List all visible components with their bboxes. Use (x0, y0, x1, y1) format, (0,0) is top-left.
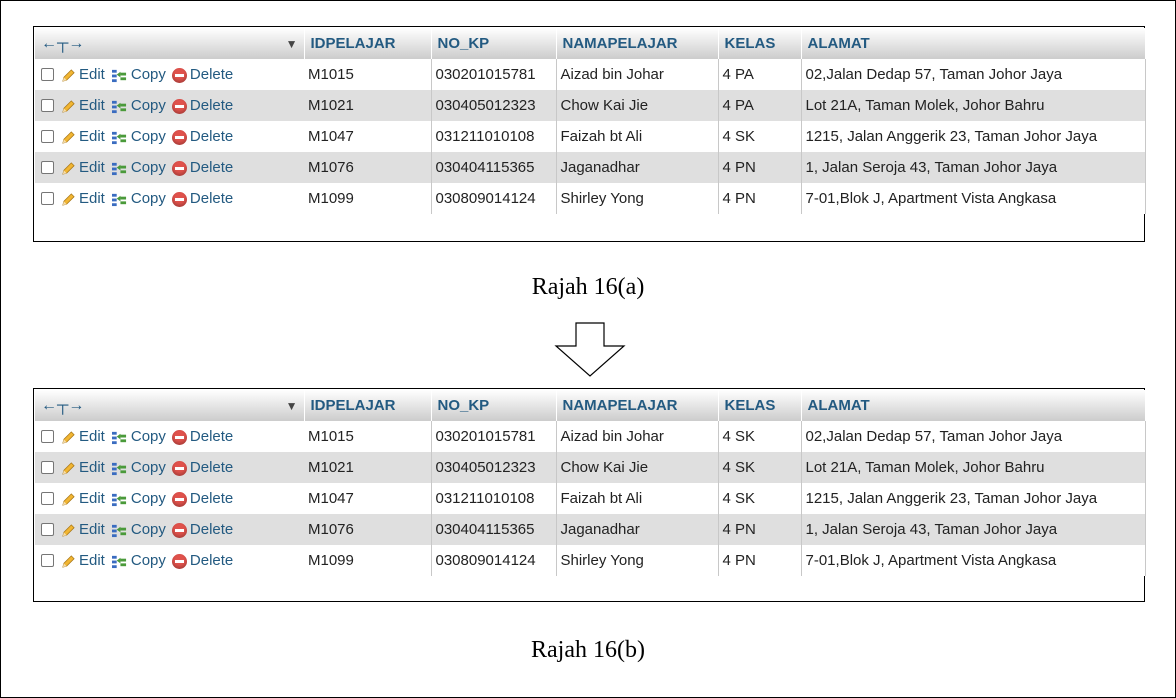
cell-kelas[interactable]: 4 SK (718, 452, 801, 483)
edit-label: Edit (79, 490, 105, 508)
copy-label: Copy (130, 459, 166, 477)
delete-button[interactable] (172, 97, 233, 114)
edit-button[interactable] (61, 190, 105, 207)
column-header-no-kp[interactable]: NO_KP (431, 28, 556, 59)
cell-no-kp[interactable]: 030201015781 (431, 421, 556, 452)
edit-button[interactable] (61, 521, 105, 538)
copy-label: Copy (130, 66, 166, 84)
edit-button[interactable] (61, 159, 105, 176)
delete-label: Delete (189, 552, 234, 570)
cell-no-kp[interactable]: 030405012323 (431, 90, 556, 121)
delete-label: Delete (189, 97, 234, 115)
table-row[interactable] (35, 121, 1145, 152)
table-panel-a (33, 26, 1145, 242)
cell-idpelajar[interactable]: M1021 (304, 90, 431, 121)
pencil-icon (61, 492, 76, 507)
copy-button[interactable] (111, 490, 166, 507)
delete-icon (172, 192, 187, 207)
row-checkbox[interactable] (41, 130, 54, 143)
table-row[interactable] (35, 452, 1145, 483)
cell-no-kp[interactable]: 031211010108 (431, 483, 556, 514)
cell-alamat[interactable]: 1215, Jalan Anggerik 23, Taman Johor Jaya (801, 483, 1145, 514)
row-checkbox[interactable] (41, 523, 54, 536)
edit-button[interactable] (61, 97, 105, 114)
table-row[interactable] (35, 59, 1145, 90)
copy-button[interactable] (111, 190, 166, 207)
delete-icon (172, 523, 187, 538)
copy-icon (111, 68, 128, 83)
delete-button[interactable] (172, 190, 233, 207)
delete-label: Delete (189, 159, 234, 177)
cell-kelas[interactable]: 4 SK (718, 483, 801, 514)
cell-namapelajar[interactable]: Chow Kai Jie (556, 90, 718, 121)
cell-idpelajar[interactable]: M1099 (304, 183, 431, 214)
column-header-alamat[interactable]: ALAMAT (801, 390, 1145, 421)
copy-label: Copy (130, 97, 166, 115)
table-row[interactable] (35, 90, 1145, 121)
column-header-namapelajar[interactable]: NAMAPELAJAR (556, 390, 718, 421)
delete-label: Delete (189, 128, 234, 146)
pencil-icon (61, 523, 76, 538)
cell-alamat[interactable]: 1, Jalan Seroja 43, Taman Johor Jaya (801, 152, 1145, 183)
cell-idpelajar[interactable]: M1099 (304, 545, 431, 576)
copy-label: Copy (130, 552, 166, 570)
cell-idpelajar[interactable]: M1015 (304, 59, 431, 90)
cell-no-kp[interactable]: 030809014124 (431, 183, 556, 214)
cell-namapelajar[interactable]: Jaganadhar (556, 152, 718, 183)
delete-icon (172, 130, 187, 145)
row-actions (35, 545, 304, 576)
copy-icon (111, 130, 128, 145)
cell-alamat[interactable]: 02,Jalan Dedap 57, Taman Johor Jaya (801, 421, 1145, 452)
cell-kelas[interactable]: 4 PN (718, 183, 801, 214)
table-row[interactable] (35, 152, 1145, 183)
cell-kelas[interactable]: 4 SK (718, 121, 801, 152)
edit-label: Edit (79, 521, 105, 539)
table-row[interactable] (35, 483, 1145, 514)
actions-header (35, 28, 304, 59)
row-actions (35, 514, 304, 545)
down-arrow-icon (554, 322, 626, 378)
cell-kelas[interactable]: 4 SK (718, 421, 801, 452)
row-checkbox[interactable] (41, 461, 54, 474)
sort-triangle-icon[interactable]: ▼ (285, 36, 298, 51)
copy-button[interactable] (111, 128, 166, 145)
cell-kelas[interactable]: 4 PN (718, 152, 801, 183)
edit-button[interactable] (61, 128, 105, 145)
row-actions (35, 452, 304, 483)
delete-button[interactable] (172, 128, 233, 145)
column-header-no-kp[interactable]: NO_KP (431, 390, 556, 421)
table-row[interactable] (35, 545, 1145, 576)
row-checkbox[interactable] (41, 492, 54, 505)
delete-icon (172, 492, 187, 507)
delete-button[interactable] (172, 428, 233, 445)
copy-label: Copy (130, 128, 166, 146)
copy-button[interactable] (111, 66, 166, 83)
cell-no-kp[interactable]: 030201015781 (431, 59, 556, 90)
table-row[interactable] (35, 514, 1145, 545)
edit-button[interactable] (61, 459, 105, 476)
cell-idpelajar[interactable]: M1015 (304, 421, 431, 452)
row-checkbox[interactable] (41, 99, 54, 112)
delete-label: Delete (189, 190, 234, 208)
cell-no-kp[interactable]: 031211010108 (431, 121, 556, 152)
delete-icon (172, 99, 187, 114)
cell-no-kp[interactable]: 030405012323 (431, 452, 556, 483)
cell-no-kp[interactable]: 030404115365 (431, 514, 556, 545)
copy-icon (111, 192, 128, 207)
cell-no-kp[interactable]: 030809014124 (431, 545, 556, 576)
cell-kelas[interactable]: 4 PN (718, 514, 801, 545)
cell-idpelajar[interactable]: M1047 (304, 483, 431, 514)
row-actions (35, 59, 304, 90)
delete-label: Delete (189, 428, 234, 446)
cell-kelas[interactable]: 4 PA (718, 59, 801, 90)
copy-label: Copy (130, 521, 166, 539)
cell-alamat[interactable]: Lot 21A, Taman Molek, Johor Bahru (801, 452, 1145, 483)
cell-namapelajar[interactable]: Shirley Yong (556, 545, 718, 576)
copy-icon (111, 161, 128, 176)
copy-button[interactable] (111, 159, 166, 176)
cell-namapelajar[interactable]: Shirley Yong (556, 183, 718, 214)
cell-alamat[interactable]: 1, Jalan Seroja 43, Taman Johor Jaya (801, 514, 1145, 545)
edit-label: Edit (79, 66, 105, 84)
delete-icon (172, 430, 187, 445)
copy-icon (111, 554, 128, 569)
delete-label: Delete (189, 521, 234, 539)
cell-namapelajar[interactable]: Faizah bt Ali (556, 483, 718, 514)
row-checkbox[interactable] (41, 192, 54, 205)
row-checkbox[interactable] (41, 554, 54, 567)
copy-button[interactable] (111, 521, 166, 538)
copy-icon (111, 492, 128, 507)
delete-icon (172, 161, 187, 176)
delete-button[interactable] (172, 552, 233, 569)
cell-idpelajar[interactable]: M1076 (304, 152, 431, 183)
cell-idpelajar[interactable]: M1076 (304, 514, 431, 545)
delete-label: Delete (189, 459, 234, 477)
cell-namapelajar[interactable]: Chow Kai Jie (556, 452, 718, 483)
copy-button[interactable] (111, 552, 166, 569)
copy-icon (111, 461, 128, 476)
row-actions (35, 421, 304, 452)
copy-label: Copy (130, 428, 166, 446)
delete-button[interactable] (172, 66, 233, 83)
edit-button[interactable] (61, 552, 105, 569)
cell-alamat[interactable]: 7-01,Blok J, Apartment Vista Angkasa (801, 545, 1145, 576)
copy-icon (111, 430, 128, 445)
edit-label: Edit (79, 552, 105, 570)
row-checkbox[interactable] (41, 161, 54, 174)
row-actions (35, 90, 304, 121)
cell-alamat[interactable]: 02,Jalan Dedap 57, Taman Johor Jaya (801, 59, 1145, 90)
cell-no-kp[interactable]: 030404115365 (431, 152, 556, 183)
pencil-icon (61, 192, 76, 207)
table-header-row (35, 390, 1145, 421)
column-header-kelas[interactable]: KELAS (718, 390, 801, 421)
delete-label: Delete (189, 66, 234, 84)
copy-label: Copy (130, 159, 166, 177)
cell-alamat[interactable]: 7-01,Blok J, Apartment Vista Angkasa (801, 183, 1145, 214)
table-row[interactable] (35, 421, 1145, 452)
edit-label: Edit (79, 97, 105, 115)
row-actions (35, 121, 304, 152)
delete-button[interactable] (172, 490, 233, 507)
table-panel-b (33, 388, 1145, 602)
cell-namapelajar[interactable]: Aizad bin Johar (556, 421, 718, 452)
left-right-arrows-icon[interactable]: ←┬→ (41, 34, 85, 52)
caption-a: Rajah 16(a) (531, 274, 645, 300)
copy-button[interactable] (111, 97, 166, 114)
table-row[interactable] (35, 183, 1145, 214)
edit-button[interactable] (61, 428, 105, 445)
copy-label: Copy (130, 190, 166, 208)
copy-button[interactable] (111, 459, 166, 476)
delete-button[interactable] (172, 521, 233, 538)
results-table-b (35, 390, 1146, 576)
row-checkbox[interactable] (41, 430, 54, 443)
cell-namapelajar[interactable]: Faizah bt Ali (556, 121, 718, 152)
copy-icon (111, 523, 128, 538)
pencil-icon (61, 99, 76, 114)
delete-button[interactable] (172, 459, 233, 476)
cell-idpelajar[interactable]: M1021 (304, 452, 431, 483)
cell-alamat[interactable]: 1215, Jalan Anggerik 23, Taman Johor Jaya (801, 121, 1145, 152)
actions-header (35, 390, 304, 421)
row-actions (35, 183, 304, 214)
copy-button[interactable] (111, 428, 166, 445)
pencil-icon (61, 130, 76, 145)
column-header-kelas[interactable]: KELAS (718, 28, 801, 59)
left-right-arrows-icon[interactable]: ←┬→ (41, 396, 85, 414)
column-header-namapelajar[interactable]: NAMAPELAJAR (556, 28, 718, 59)
delete-button[interactable] (172, 159, 233, 176)
edit-label: Edit (79, 159, 105, 177)
column-header-idpelajar[interactable]: IDPELAJAR (304, 28, 431, 59)
pencil-icon (61, 161, 76, 176)
copy-label: Copy (130, 490, 166, 508)
cell-idpelajar[interactable]: M1047 (304, 121, 431, 152)
cell-alamat[interactable]: Lot 21A, Taman Molek, Johor Bahru (801, 90, 1145, 121)
delete-icon (172, 554, 187, 569)
pencil-icon (61, 554, 76, 569)
pencil-icon (61, 430, 76, 445)
cell-namapelajar[interactable]: Aizad bin Johar (556, 59, 718, 90)
cell-kelas[interactable]: 4 PN (718, 545, 801, 576)
sort-triangle-icon[interactable]: ▼ (285, 398, 298, 413)
column-header-idpelajar[interactable]: IDPELAJAR (304, 390, 431, 421)
results-table-a (35, 28, 1146, 214)
edit-button[interactable] (61, 490, 105, 507)
column-header-alamat[interactable]: ALAMAT (801, 28, 1145, 59)
delete-icon (172, 68, 187, 83)
edit-label: Edit (79, 428, 105, 446)
delete-icon (172, 461, 187, 476)
pencil-icon (61, 68, 76, 83)
delete-label: Delete (189, 490, 234, 508)
edit-label: Edit (79, 190, 105, 208)
edit-label: Edit (79, 128, 105, 146)
row-actions (35, 152, 304, 183)
cell-kelas[interactable]: 4 PA (718, 90, 801, 121)
cell-namapelajar[interactable]: Jaganadhar (556, 514, 718, 545)
pencil-icon (61, 461, 76, 476)
row-checkbox[interactable] (41, 68, 54, 81)
row-actions (35, 483, 304, 514)
edit-label: Edit (79, 459, 105, 477)
table-header-row (35, 28, 1145, 59)
edit-button[interactable] (61, 66, 105, 83)
copy-icon (111, 99, 128, 114)
caption-b: Rajah 16(b) (531, 637, 645, 663)
